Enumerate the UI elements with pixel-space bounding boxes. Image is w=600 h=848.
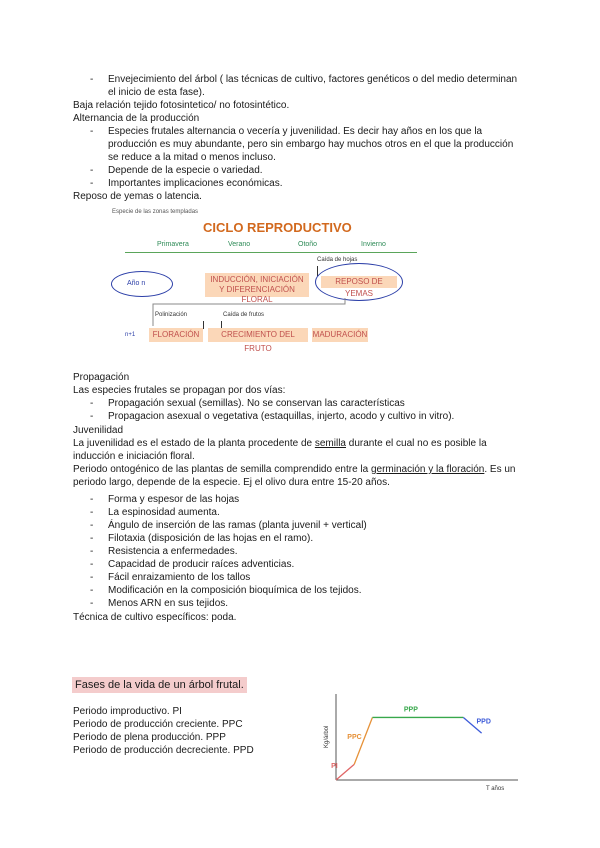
x-axis-label: T años	[486, 786, 505, 792]
caida-hojas-label: Caída de hojas	[317, 257, 358, 263]
propagacion-bullet-1: Propagación sexual (semillas). No se conservan las características	[108, 398, 405, 409]
juvenilidad-p2-line-2: periodo largo, depende de la especie. Ej el olivo dura entre 15-20 años.	[73, 477, 390, 488]
ciclo-reproductivo-diagram	[105, 206, 425, 356]
juvenilidad-bullet: Ángulo de inserción de las ramas (planta juvenil + vertical)	[108, 520, 367, 531]
bullet-dash: -	[90, 598, 94, 609]
bullet-dash: -	[90, 494, 94, 505]
juvenilidad-heading: Juvenilidad	[73, 425, 124, 436]
season-otono: Otoño	[298, 241, 318, 248]
bullet-dash: -	[90, 411, 94, 422]
juvenilidad-p1-line-1	[73, 437, 487, 450]
reposo-yemas-box: REPOSO DE YEMAS	[321, 276, 397, 288]
label-ppd: PPD	[476, 718, 491, 726]
tecnica-text: Técnica de cultivo específicos: poda.	[73, 612, 237, 623]
baja-relacion-text: Baja relación tejido fotosintetico/ no fotosintético.	[73, 100, 290, 111]
label-ppc: PPC	[347, 733, 362, 741]
polinizacion-tick	[203, 321, 204, 329]
induccion-line-2: Y DIFERENCIACIÓN FLORAL	[219, 285, 295, 304]
juvenilidad-bullet: Capacidad de producir raíces adventicias.	[108, 559, 295, 570]
envejecimiento-line-2: el inicio de esta fase).	[108, 87, 205, 98]
p1-text-b: durante el cual no es posible la	[345, 438, 487, 449]
fase-item-ppc: Periodo de producción creciente. PPC	[73, 719, 243, 730]
juvenilidad-bullet: La espinosidad aumenta.	[108, 507, 220, 518]
diagram-title: CICLO REPRODUCTIVO	[203, 220, 352, 235]
alternancia-bullet-1-line-1: Especies frutales alternancia o vecería y juvenilidad. Es decir hay años en los que la	[108, 126, 483, 137]
juvenilidad-p2-line-1	[73, 463, 516, 476]
ano-n-label: Año n	[127, 280, 146, 287]
bullet-dash: -	[90, 572, 94, 583]
juvenilidad-bullet: Fácil enraizamiento de los tallos	[108, 572, 251, 583]
envejecimiento-line-1: Envejecimiento del árbol ( las técnicas de cultivo, factores genéticos o del medio determinan	[108, 74, 518, 85]
alternancia-bullet-1-line-3: se reduce a la mitad o menos incluso.	[108, 152, 276, 163]
fase-item-pi: Periodo improductivo. PI	[73, 706, 182, 717]
polinizacion-label: Polinización	[155, 312, 188, 318]
alternancia-bullet-1-line-2: producción es muy abundante, pero sin embargo hay muchos otros en el que la producción	[108, 139, 514, 150]
n1-label: n+1	[125, 332, 136, 338]
juvenilidad-bullet: Menos ARN en sus tejidos.	[108, 598, 229, 609]
bullet-dash: -	[90, 520, 94, 531]
juvenilidad-bullet: Filotaxia (disposición de las hojas en el ramo).	[108, 533, 314, 544]
bullet-dash: -	[90, 126, 94, 137]
bullet-dash: -	[90, 165, 94, 176]
bullet-dash: -	[90, 546, 94, 557]
season-invierno: Invierno	[361, 241, 386, 248]
bullet-dash: -	[90, 533, 94, 544]
p1-underlined: semilla	[314, 438, 346, 449]
propagacion-bullet-2: Propagacion asexual o vegetativa (estaquillas, injerto, acodo y cultivo in vitro).	[108, 411, 455, 422]
propagacion-heading: Propagación	[73, 372, 130, 383]
alternancia-bullet-3: Importantes implicaciones económicas.	[108, 178, 283, 189]
p1-text-a: La juvenilidad es el estado de la planta procedente de	[73, 438, 315, 449]
reposo-heading: Reposo de yemas o latencia.	[73, 191, 202, 202]
fase-item-ppp: Periodo de plena producción. PPP	[73, 732, 226, 743]
p2-text-b: . Es un	[484, 464, 516, 475]
season-verano: Verano	[228, 241, 251, 248]
p2-text-a: Periodo ontogénico de las plantas de semilla comprendido entre la	[73, 464, 371, 475]
diagram-caption: Especie de las zonas templadas	[112, 209, 199, 215]
bullet-dash: -	[90, 74, 94, 85]
maduracion-box: MADURACIÓN	[312, 328, 368, 342]
fases-title: Fases de la vida de un árbol frutal.	[72, 677, 247, 693]
p2-underlined: germinación y la floración	[370, 464, 485, 475]
caida-frutos-label: Caída de frutos	[223, 312, 265, 318]
juvenilidad-p1-line-2: inducción e iniciación floral.	[73, 451, 195, 462]
season-primavera: Primavera	[157, 241, 189, 248]
induccion-line-1: INDUCCIÓN, INICIACIÓN	[210, 275, 304, 284]
segment-pi	[336, 764, 354, 780]
bullet-dash: -	[90, 398, 94, 409]
crecimiento-box: CRECIMIENTO DEL FRUTO	[208, 328, 308, 342]
bullet-dash: -	[90, 585, 94, 596]
fases-chart	[318, 688, 528, 798]
floracion-box: FLORACIÓN	[149, 328, 203, 342]
bullet-dash: -	[90, 559, 94, 570]
fase-item-ppd: Periodo de producción decreciente. PPD	[73, 745, 254, 756]
juvenilidad-bullet: Resistencia a enfermedades.	[108, 546, 238, 557]
alternancia-heading: Alternancia de la producción	[73, 113, 200, 124]
bullet-dash: -	[90, 507, 94, 518]
propagacion-intro: Las especies frutales se propagan por dos vías:	[73, 385, 286, 396]
alternancia-bullet-2: Depende de la especie o variedad.	[108, 165, 263, 176]
bullet-dash: -	[90, 178, 94, 189]
label-pi: PI	[331, 763, 338, 771]
juvenilidad-bullet: Modificación en la composición bioquímica de los tejidos.	[108, 585, 362, 596]
y-axis-label: Kg/árbol	[324, 725, 330, 748]
label-ppp: PPP	[403, 706, 418, 714]
juvenilidad-bullet: Forma y espesor de las hojas	[108, 494, 240, 505]
